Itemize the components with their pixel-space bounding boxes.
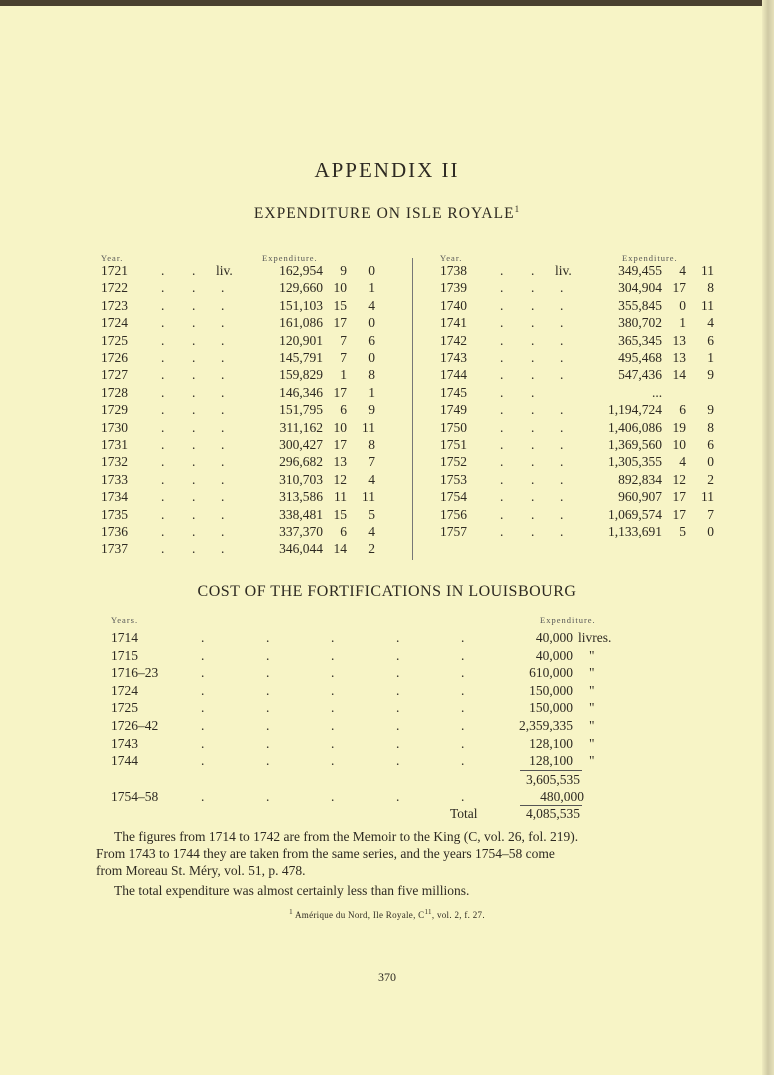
right-expenditure-row: 1744 . . . 547,436 14 9 [440,367,714,383]
amount: 380,702 [618,315,662,331]
page-top-border [0,0,774,6]
note-paragraph-2: The total expenditure was almost certainly less than five millions. [114,883,470,898]
right-expenditure-row: 1753 . . . 892,834 12 2 [440,471,714,487]
fort-unit: " [589,700,595,716]
year: 1726 [101,350,128,365]
currency-prefix: liv. [216,263,233,278]
fort-last-amount: 480,000 [540,789,584,804]
right-header-year: Year. [440,253,463,263]
pence: 4 [368,524,375,539]
fort-years: 1743 [111,735,138,751]
left-expenditure-row: 1737 . . . 346,044 14 2 [101,541,375,557]
amount: 355,845 [618,297,662,313]
left-expenditure-row: 1722 . . . 129,660 10 1 [101,280,375,296]
pence: 9 [707,402,714,418]
amount: 346,044 [279,541,323,557]
pence: 8 [368,437,375,452]
amount: 349,455 [618,263,662,278]
amount: 296,682 [279,454,323,470]
subtotal-amount: 3,605,535 [526,772,580,787]
amount: 120,901 [279,332,323,348]
amount: 151,103 [279,297,323,313]
amount: 151,795 [279,402,323,418]
year: 1728 [101,384,128,400]
amount: ... [652,384,663,400]
shillings: 10 [333,419,347,435]
shillings: 17 [333,384,347,400]
amount: 129,660 [279,280,323,296]
left-expenditure-row: 1723 . . . 151,103 15 4 [101,297,375,313]
expenditure-title-text: EXPENDITURE ON ISLE ROYALE [253,205,515,223]
shillings: 7 [340,332,347,348]
shillings: 6 [679,402,686,418]
right-expenditure-row: 1742 . . . 365,345 13 6 [440,332,714,348]
fort-years: 1725 [111,700,138,716]
year: 1745 [440,384,467,400]
fort-years: 1716–23 [111,665,159,681]
year: 1739 [440,280,467,296]
fort-amount: 2,359,335 [519,718,573,733]
year: 1734 [101,489,128,505]
year: 1750 [440,419,467,435]
year: 1743 [440,350,467,365]
year: 1744 [440,367,467,383]
fort-unit: livres. [578,630,612,645]
left-expenditure-row: 1729 . . . 151,795 6 9 [101,402,375,418]
left-expenditure-row: 1735 . . . 338,481 15 5 [101,506,375,522]
pence: 6 [707,332,714,348]
shillings: 13 [672,350,686,365]
left-header-expenditure: Expenditure. [262,253,318,263]
subtotal-rule [520,770,582,771]
shillings: 6 [340,402,347,418]
amount: 1,406,086 [608,419,662,435]
left-expenditure-row: 1728 . . . 146,346 17 1 [101,384,375,400]
right-expenditure-row: 1756 . . . 1,069,574 17 7 [440,506,714,522]
year: 1732 [101,454,128,470]
currency-prefix: liv. [555,263,572,278]
fortification-row: 1716–23 . . . . . 610,000 " [111,665,595,681]
fort-amount: 150,000 [529,700,573,716]
pence: 8 [707,280,714,296]
amount: 145,791 [279,350,323,365]
pence: 0 [368,315,375,331]
pence: 11 [701,489,714,505]
year: 1741 [440,315,467,331]
fort-unit: " [589,647,595,663]
pence: 8 [707,419,714,435]
footnote-text: Amérique du Nord, Ile Royale, C [294,910,425,920]
year: 1727 [101,367,128,383]
year: 1738 [440,263,467,278]
year: 1736 [101,524,128,539]
right-expenditure-row: 1738 . . liv. 349,455 4 11 [440,263,714,278]
year: 1730 [101,419,128,435]
pence: 0 [368,350,375,365]
pence: 0 [707,454,714,470]
pence: 9 [368,402,375,418]
amount: 1,069,574 [608,506,662,522]
fort-amount: 40,000 [535,647,573,663]
year: 1731 [101,437,128,452]
pence: 0 [707,524,714,539]
fort-years: 1744 [111,753,138,769]
pence: 6 [707,437,714,452]
right-expenditure-row: 1754 . . . 960,907 17 11 [440,489,714,505]
note-line-3: from Moreau St. Méry, vol. 51, p. 478. [96,863,306,878]
fortification-row: 1743 . . . . . 128,100 " [111,735,595,751]
right-expenditure-row: 1750 . . . 1,406,086 19 8 [440,419,714,435]
amount: 300,427 [279,437,323,452]
note-line-1: The figures from 1714 to 1742 are from the Memoir to the King (C, vol. 26, fol. 219). [114,829,579,844]
shillings: 15 [333,506,347,522]
year: 1737 [101,541,128,557]
right-expenditure-row: 1751 . . . 1,369,560 10 6 [440,437,714,452]
fortifications-title: COST OF THE FORTIFICATIONS IN LOUISBOURG [197,583,577,600]
year: 1742 [440,332,467,348]
shillings: 14 [672,367,686,383]
fort-years: 1715 [111,647,138,663]
amount: 1,194,724 [608,402,662,418]
amount: 311,162 [279,419,323,435]
fortification-row: 1726–42 . . . . . 2,359,335 " [111,718,595,733]
footnote-mark: 1 [289,908,293,916]
year: 1756 [440,506,467,522]
shillings: 17 [333,315,347,331]
right-expenditure-row: 1745 . . ... [440,384,663,400]
year: 1729 [101,402,128,418]
amount: 365,345 [618,332,662,348]
year: 1749 [440,402,467,418]
pence: 7 [368,454,375,470]
amount: 892,834 [618,471,662,487]
right-expenditure-row: 1749 . . . 1,194,724 6 9 [440,402,714,418]
total-amount: 4,085,535 [526,806,580,821]
fort-amount: 128,100 [529,735,573,751]
year: 1724 [101,315,128,331]
fortification-row: 1724 . . . . . 150,000 " [111,682,595,698]
shillings: 10 [333,280,347,296]
right-expenditure-row: 1757 . . . 1,133,691 5 0 [440,524,714,539]
amount: 495,468 [618,350,662,365]
fort-amount: 40,000 [535,630,573,645]
shillings: 13 [672,332,686,348]
year: 1752 [440,454,467,470]
amount: 162,954 [279,263,323,278]
left-expenditure-row: 1726 . . . 145,791 7 0 [101,350,375,365]
footnote [0,908,774,920]
left-header-year: Year. [101,253,124,263]
fort-years: 1714 [111,630,138,645]
total-label: Total [450,806,478,821]
left-expenditure-row: 1733 . . . 310,703 12 4 [101,471,375,487]
fortification-row: 1725 . . . . . 150,000 " [111,700,595,716]
right-expenditure-row: 1739 . . . 304,904 17 8 [440,280,714,296]
shillings: 17 [333,437,347,452]
year: 1735 [101,506,128,522]
fort-years: 1724 [111,682,138,698]
shillings: 14 [333,541,347,557]
shillings: 7 [340,350,347,365]
amount: 1,305,355 [608,454,662,470]
fort-last-years: 1754–58 [111,789,159,804]
fort-amount: 610,000 [529,665,573,681]
shillings: 12 [333,471,347,487]
shillings: 1 [679,315,686,331]
fortification-row: 1714 . . . . . 40,000 livres. [111,630,612,645]
total-row [450,806,580,824]
year: 1721 [101,263,128,278]
amount: 338,481 [279,506,323,522]
appendix-title: APPENDIX II [314,158,460,182]
amount: 159,829 [279,367,323,383]
expenditure-title [0,204,774,223]
note-paragraph-1 [96,828,732,845]
left-expenditure-row: 1724 . . . 161,086 17 0 [101,315,375,331]
amount: 313,586 [279,489,323,505]
amount: 547,436 [618,367,662,383]
left-expenditure-row: 1734 . . . 313,586 11 11 [101,489,375,505]
amount: 310,703 [279,471,323,487]
left-expenditure-row: 1721 . . liv. 162,954 9 0 [101,263,375,278]
note-line-2: From 1743 to 1744 they are taken from the same series, and the years 1754–58 come [96,846,555,861]
fortification-row: 1715 . . . . . 40,000 " [111,647,595,663]
shillings: 12 [672,471,686,487]
shillings: 0 [679,297,686,313]
footnote-superscript: 11 [424,908,432,916]
amount: 304,904 [618,280,662,296]
pence: 1 [368,384,375,400]
left-expenditure-row: 1731 . . . 300,427 17 8 [101,437,375,452]
footnote-ref: 1 [514,204,521,214]
pence: 0 [368,263,375,278]
shillings: 10 [672,437,686,452]
right-expenditure-row: 1740 . . . 355,845 0 11 [440,297,714,313]
pence: 8 [368,367,375,383]
fort-years: 1726–42 [111,718,159,733]
fort-header-expenditure: Expenditure. [540,615,596,625]
left-expenditure-row: 1727 . . . 159,829 1 8 [101,367,375,383]
shillings: 6 [340,524,347,539]
amount: 1,369,560 [608,437,662,452]
pence: 9 [707,367,714,383]
year: 1753 [440,471,467,487]
pence: 2 [368,541,375,557]
year: 1733 [101,471,128,487]
shillings: 17 [672,506,686,522]
pence: 11 [701,297,714,313]
year: 1740 [440,297,467,313]
fort-last-row: 1754–58 . . . . . 480,000 [111,789,584,804]
pence: 4 [368,471,375,487]
pence: 11 [362,419,375,435]
shillings: 15 [333,297,347,313]
shillings: 5 [679,524,686,539]
amount: 146,346 [279,384,323,400]
pence: 5 [368,506,375,522]
right-expenditure-row: 1743 . . . 495,468 13 1 [440,350,714,365]
year: 1754 [440,489,467,505]
shillings: 19 [672,419,686,435]
pence: 1 [707,350,714,365]
fort-unit: " [589,718,595,733]
pence: 2 [707,471,714,487]
right-expenditure-row: 1741 . . . 380,702 1 4 [440,315,714,331]
amount: 337,370 [279,524,323,539]
right-expenditure-row: 1752 . . . 1,305,355 4 0 [440,454,714,470]
year: 1725 [101,332,128,348]
pence: 4 [368,297,375,313]
left-expenditure-row: 1725 . . . 120,901 7 6 [101,332,375,348]
year: 1757 [440,524,467,539]
shillings: 4 [679,454,686,470]
amount: 960,907 [618,489,662,505]
left-expenditure-row: 1732 . . . 296,682 13 7 [101,454,375,470]
footnote-rest: , vol. 2, f. 27. [431,910,485,920]
fort-unit: " [589,682,595,698]
left-expenditure-row: 1736 . . . 337,370 6 4 [101,524,375,539]
pence: 11 [362,489,375,505]
shillings: 13 [333,454,347,470]
year: 1751 [440,437,467,452]
amount: 161,086 [279,315,323,331]
amount: 1,133,691 [608,524,662,539]
right-header-expenditure: Expenditure. [622,253,678,263]
left-expenditure-row: 1730 . . . 311,162 10 11 [101,419,375,435]
subtotal-row [450,772,580,790]
pence: 1 [368,280,375,296]
shillings: 1 [340,367,347,383]
fort-header-years: Years. [111,615,139,625]
fort-amount: 128,100 [529,753,573,769]
pence: 11 [701,263,714,278]
shillings: 17 [672,489,686,505]
shillings: 4 [679,263,686,278]
pence: 6 [368,332,375,348]
fort-unit: " [589,753,595,769]
year: 1723 [101,297,128,313]
fortification-row: 1744 . . . . . 128,100 " [111,753,595,769]
fort-unit: " [589,735,595,751]
pence: 7 [707,506,714,522]
shillings: 11 [334,489,347,505]
fort-amount: 150,000 [529,682,573,698]
shillings: 9 [340,263,347,278]
year: 1722 [101,280,128,296]
page-number: 370 [378,970,396,984]
fort-unit: " [589,665,595,681]
pence: 4 [707,315,714,331]
shillings: 17 [672,280,686,296]
